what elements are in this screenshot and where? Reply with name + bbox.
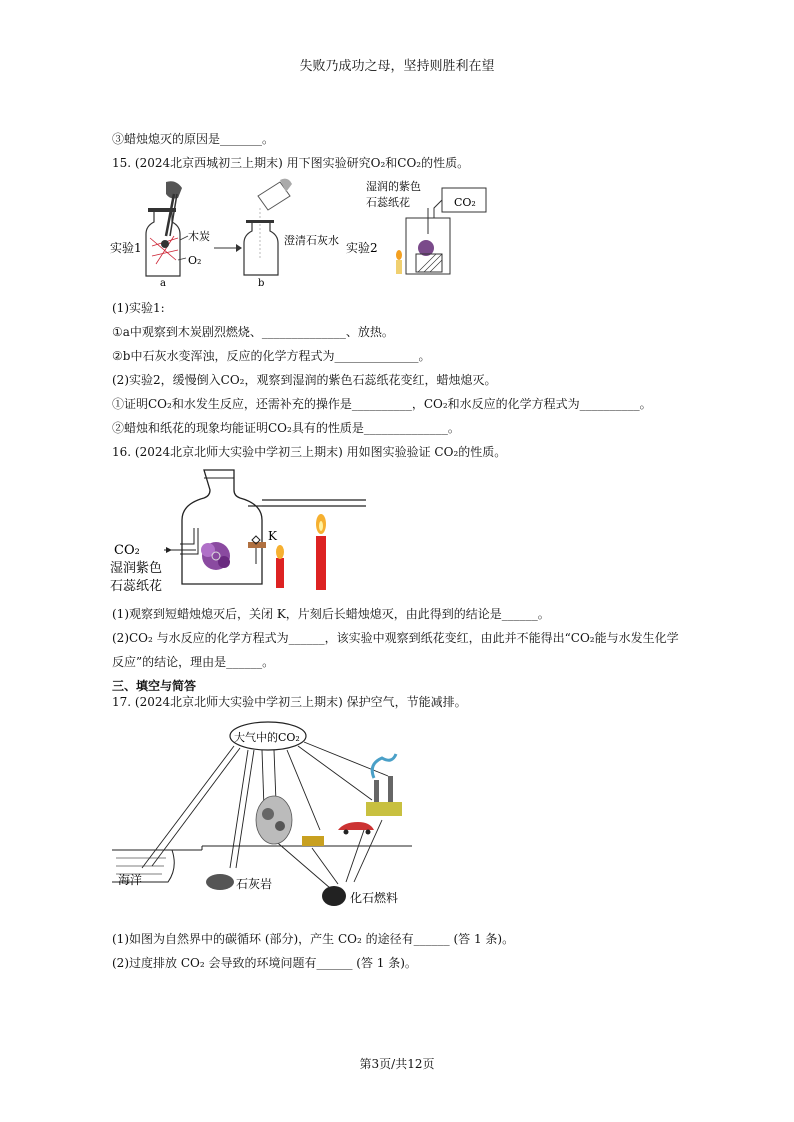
figure-17-carbon-cycle bbox=[112, 718, 422, 918]
label-o2: O₂ bbox=[188, 254, 202, 267]
question-line: (1)如图为自然界中的碳循环 (部分)，产生 CO₂ 的途径有______ (答 1 条)。 bbox=[112, 932, 515, 946]
question-line: (2)实验2，缓慢倒入CO₂，观察到湿润的紫色石蕊纸花变红，蜡烛熄灭。 bbox=[112, 373, 497, 387]
question-line: 反应”的结论，理由是______。 bbox=[112, 655, 275, 669]
question-line: ①证明CO₂和水发生反应，还需补充的操作是__________，CO₂和水反应的化学方程式为__________。 bbox=[112, 397, 652, 411]
label-co2-fig16: CO₂ bbox=[114, 543, 140, 558]
label-exp2: 实验2 bbox=[346, 241, 378, 255]
question-15-stem: 15. (2024北京西城初三上期末) 用下图实验研究O₂和CO₂的性质。 bbox=[112, 156, 470, 170]
question-16-stem: 16. (2024北京北师大实验中学初三上期末) 用如图实验验证 CO₂的性质。 bbox=[112, 445, 507, 459]
figure-15-experiment bbox=[108, 178, 508, 293]
page-header: 失败乃成功之母，坚持则胜利在望 bbox=[299, 59, 495, 74]
label-limewater: 澄清石灰水 bbox=[284, 234, 339, 247]
label-co2-fig15: CO₂ bbox=[454, 196, 476, 209]
page-footer: 第3页/共12页 bbox=[359, 1057, 435, 1071]
question-line: ③蜡烛熄灭的原因是_______。 bbox=[112, 132, 275, 146]
label-atmosphere: 大气中的CO₂ bbox=[234, 731, 300, 744]
question-line: ②蜡烛和纸花的现象均能证明CO₂具有的性质是______________。 bbox=[112, 421, 460, 435]
question-line: ②b中石灰水变浑浊，反应的化学方程式为______________。 bbox=[112, 349, 431, 363]
question-17-stem: 17. (2024北京北师大实验中学初三上期末) 保护空气，节能减排。 bbox=[112, 695, 467, 709]
label-k: K bbox=[268, 529, 277, 543]
question-line: (1)实验1: bbox=[112, 301, 165, 315]
label-flower16-2: 石蕊纸花 bbox=[110, 579, 163, 594]
label-flower16-1: 湿润紫色 bbox=[110, 561, 163, 576]
label-ocean: 海洋 bbox=[118, 873, 143, 887]
question-line: (1)观察到短蜡烛熄灭后，关闭 K，片刻后长蜡烛熄灭，由此得到的结论是______。 bbox=[112, 607, 550, 621]
label-flower-2: 石蕊纸花 bbox=[366, 196, 410, 209]
figure-16-experiment bbox=[108, 464, 368, 594]
label-flower-1: 湿润的紫色 bbox=[366, 180, 421, 193]
question-line: (2)过度排放 CO₂ 会导致的环境问题有______ (答 1 条)。 bbox=[112, 956, 417, 970]
label-b: b bbox=[258, 278, 265, 289]
label-exp1: 实验1 bbox=[110, 241, 142, 255]
label-limestone: 石灰岩 bbox=[236, 877, 273, 891]
label-fossil-fuel: 化石燃料 bbox=[350, 891, 399, 905]
question-line: (2)CO₂ 与水反应的化学方程式为______，该实验中观察到纸花变红，由此并不能得出“CO₂能与水发生化学 bbox=[112, 631, 679, 645]
question-line: ①a中观察到木炭剧烈燃烧、______________、放热。 bbox=[112, 325, 394, 339]
section-heading: 三、填空与简答 bbox=[112, 679, 197, 693]
label-charcoal: 木炭 bbox=[188, 230, 210, 243]
label-a: a bbox=[160, 278, 166, 289]
